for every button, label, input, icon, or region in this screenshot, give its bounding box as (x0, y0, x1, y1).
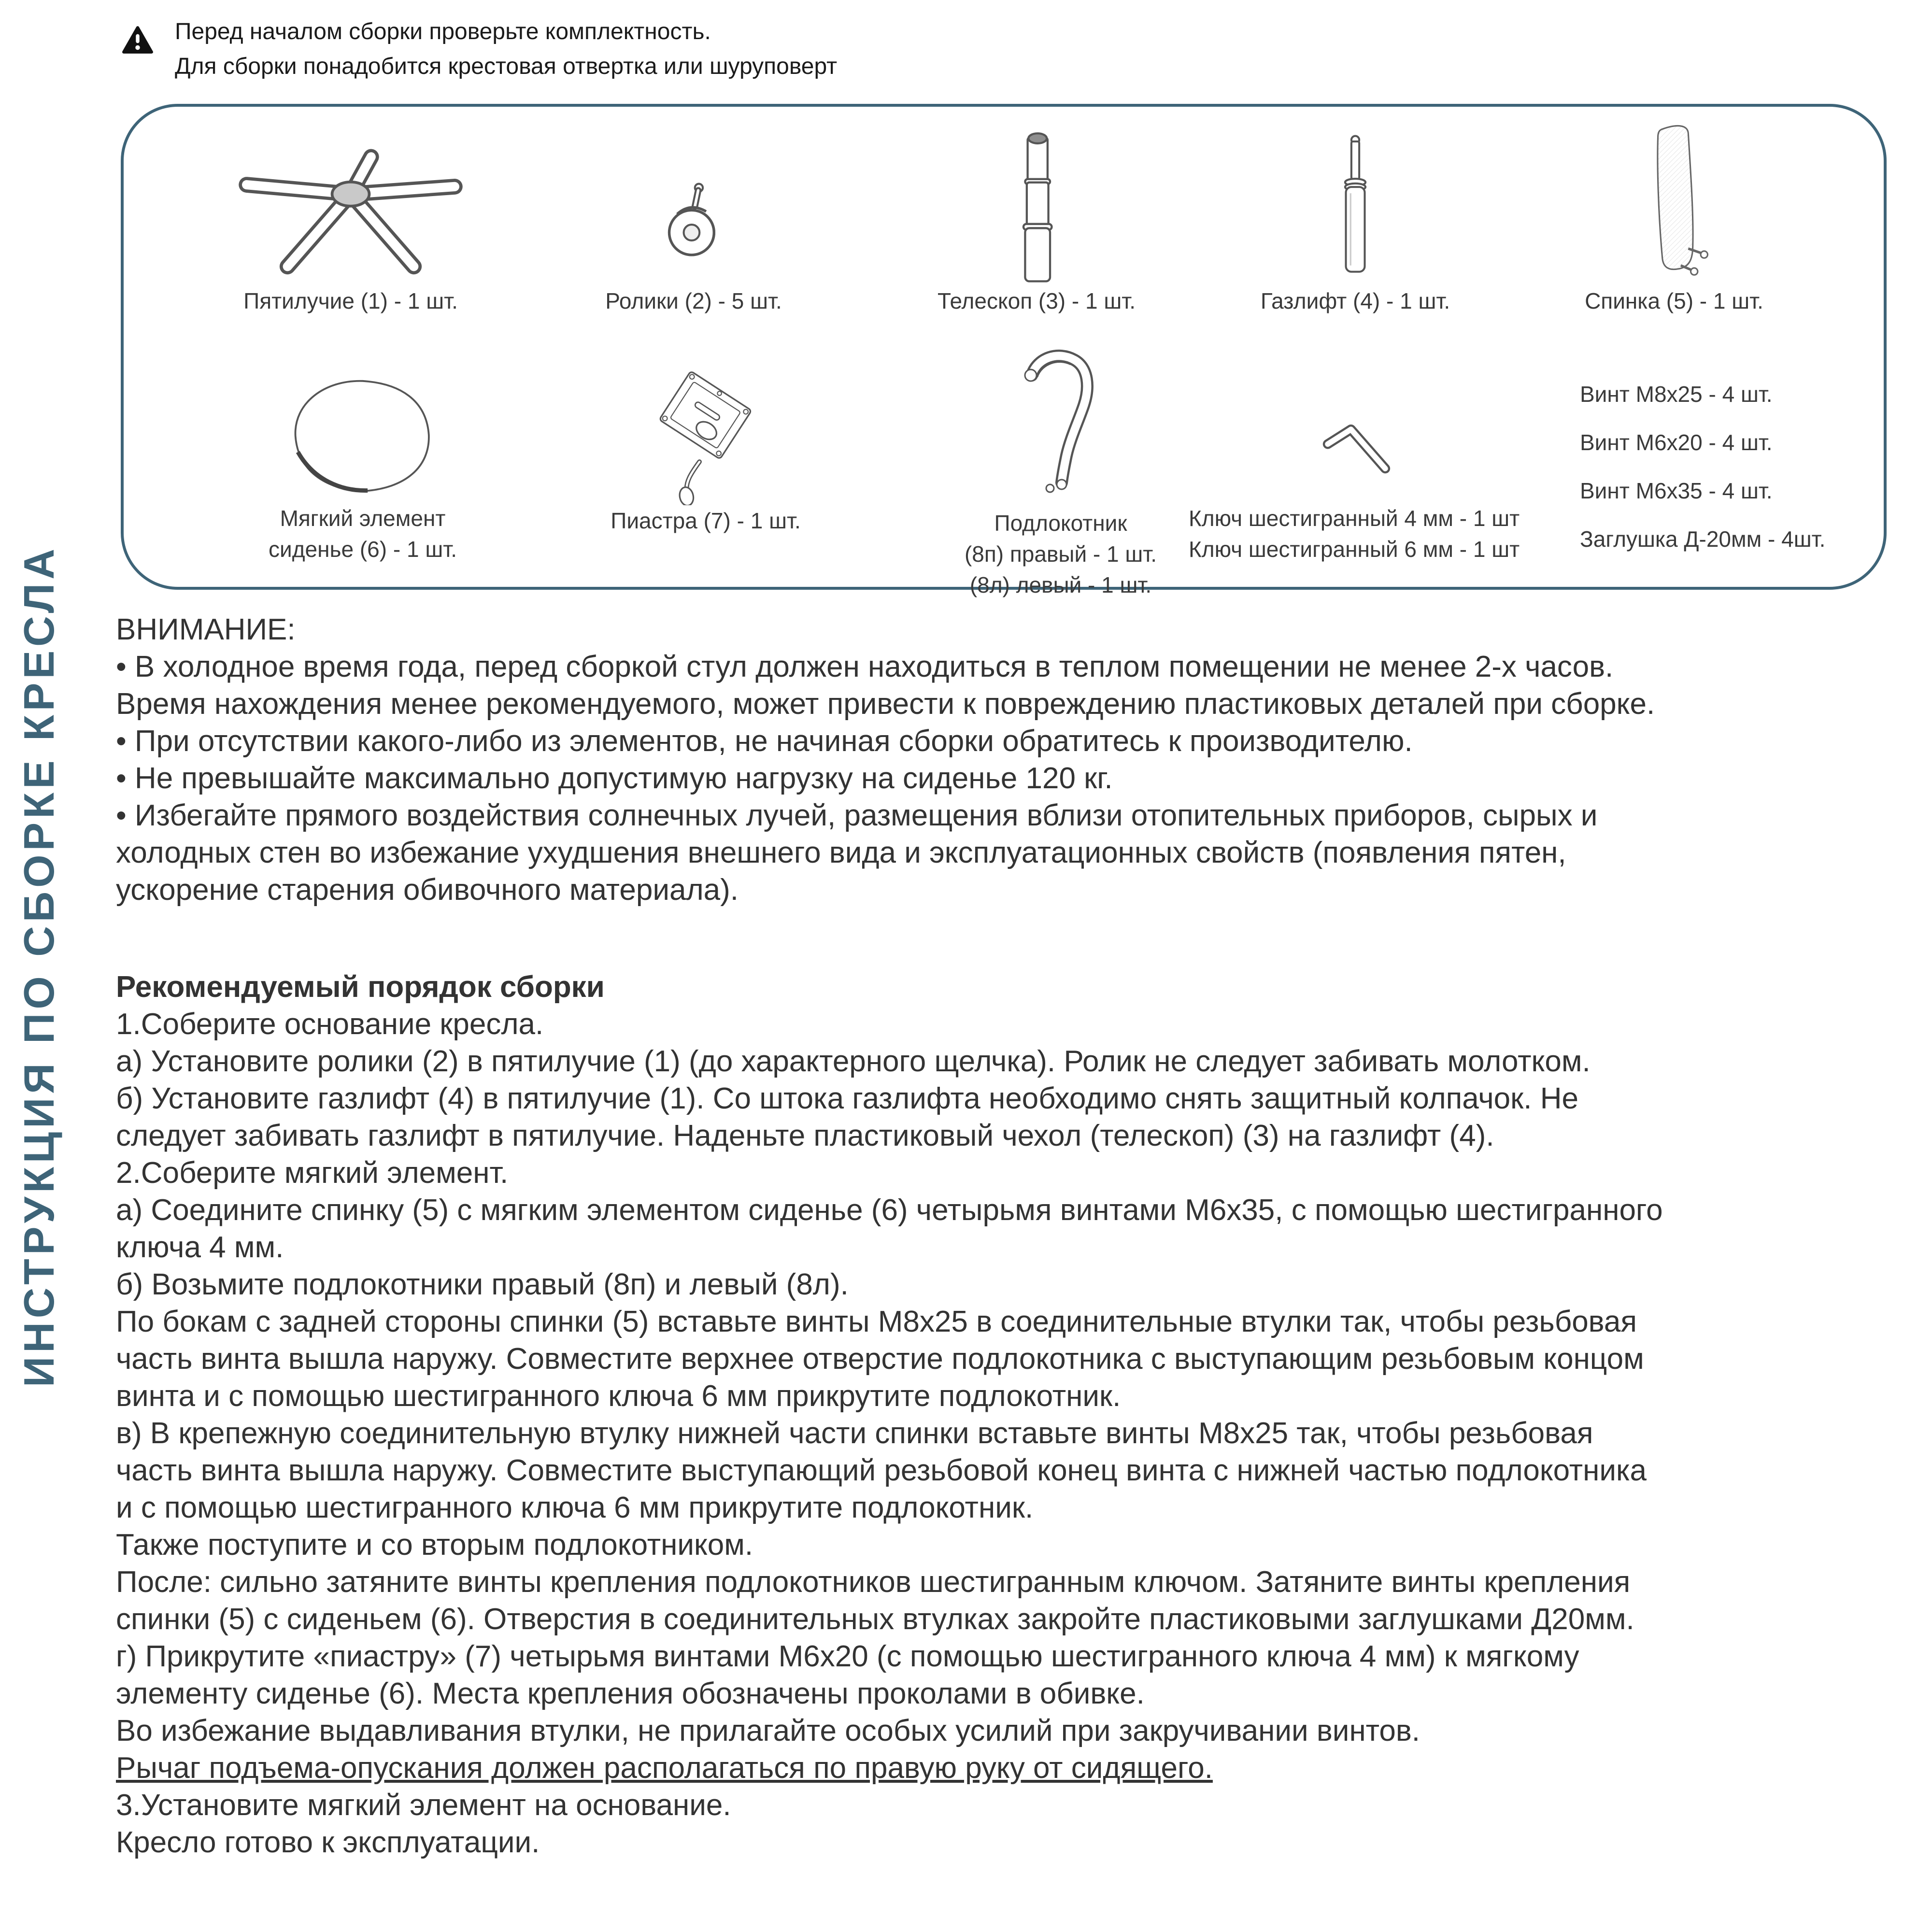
attention-section (116, 611, 1922, 909)
assembly-line: а) Соедините спинку (5) с мягким элементом сиденье (6) четырьмя винтами М6х35, с помощью шестигранного (116, 1193, 1663, 1227)
attention-line: • При отсутствии какого-либо из элементов, не начиная сборки обратитесь к производителю. (116, 724, 1413, 758)
part-label: Пятилучие (1) - 1 шт. (243, 288, 458, 313)
part-label: Ключ шестигранный 6 мм - 1 шт (1189, 537, 1520, 562)
hardware-item: Винт М6х35 - 4 шт. (1580, 478, 1773, 503)
part-five-star-base (186, 126, 515, 316)
part-hex-keys (1189, 363, 1527, 565)
part-piastra (541, 353, 870, 536)
assembly-line: 3.Установите мягкий элемент на основание. (116, 1789, 731, 1822)
assembly-line: и с помощью шестигранного ключа 6 мм прикрутите подлокотник. (116, 1491, 1034, 1524)
backrest-illustration (1510, 126, 1838, 285)
pre-assembly-note-line2: Для сборки понадобится крестовая отвертка или шуруповерт (175, 54, 838, 79)
assembly-line: Во избежание выдавливания втулки, не прилагайте особых усилий при закручивании винтов. (116, 1714, 1421, 1747)
part-label: Газлифт (4) - 1 шт. (1260, 288, 1450, 313)
part-label: Подлокотник (994, 511, 1127, 536)
page-title-vertical: ИНСТРУКЦИЯ ПО СБОРКЕ КРЕСЛА (15, 545, 63, 1387)
hardware-item: Заглушка Д-20мм - 4шт. (1580, 526, 1826, 552)
part-armrest (896, 339, 1225, 600)
hardware-item: Винт М6х20 - 4 шт. (1580, 430, 1773, 455)
assembly-line: а) Установите ролики (2) в пятилучие (1) (до характерного щелчка). Ролик не следует забивать молотком. (116, 1045, 1591, 1078)
assembly-line-lever-note: Рычаг подъема-опускания должен располагаться по правую руку от сидящего. (116, 1751, 1213, 1785)
pre-assembly-note-line1: Перед началом сборки проверьте комплектность. (175, 19, 711, 44)
assembly-line: 1.Соберите основание кресла. (116, 1008, 544, 1041)
assembly-line: б) Установите газлифт (4) в пятилучие (1). Со штока газлифта необходимо снять защитный колпачок. Не (116, 1082, 1578, 1115)
assembly-heading: Рекомендуемый порядок сборки (116, 970, 605, 1004)
assembly-section (116, 968, 1922, 1861)
attention-line: ускорение старения обивочного материала). (116, 873, 739, 907)
assembly-line: спинки (5) с сиденьем (6). Отверстия в соединительных втулках закройте пластиковыми заглушками Д20мм. (116, 1603, 1634, 1636)
part-label: (8л) левый - 1 шт. (969, 572, 1152, 597)
assembly-line: г) Прикрутите «пиастру» (7) четырьмя винтами М6х20 (с помощью шестигранного ключа 4 мм) к мягкому (116, 1640, 1579, 1673)
assembly-line: часть винта вышла наружу. Совместите верхнее отверстие подлокотника с выступающим резьбовым концом (116, 1342, 1644, 1376)
part-label: (8п) правый - 1 шт. (964, 541, 1157, 567)
assembly-line: Также поступите и со вторым подлокотником. (116, 1528, 753, 1562)
warning-triangle-icon (122, 25, 154, 55)
assembly-line: часть винта вышла наружу. Совместите выступающий резьбовой конец винта с нижней частью подлокотника (116, 1454, 1647, 1487)
attention-heading: ВНИМАНИЕ: (116, 613, 296, 646)
pre-assembly-note (175, 14, 837, 84)
part-casters (529, 126, 858, 316)
hex-key-illustration (1189, 363, 1527, 503)
assembly-line: в) В крепежную соединительную втулку нижней части спинки вставьте винты М8х25 так, чтобы резьбовая (116, 1417, 1593, 1450)
part-telescope (872, 126, 1201, 316)
parts-kit-box (121, 104, 1887, 597)
seat-illustration (199, 363, 527, 503)
armrest-illustration (896, 339, 1225, 508)
attention-line: • Избегайте прямого воздействия солнечных лучей, размещения вблизи отопительных приборов, сырых и (116, 799, 1598, 832)
part-label: Ролики (2) - 5 шт. (605, 288, 782, 313)
part-label: Спинка (5) - 1 шт. (1585, 288, 1763, 313)
telescope-illustration (872, 126, 1201, 285)
part-label: Пиастра (7) - 1 шт. (611, 508, 801, 533)
part-backrest (1510, 126, 1838, 316)
part-label: Мягкий элемент (280, 506, 446, 531)
casters-illustration (529, 126, 858, 285)
assembly-line: По бокам с задней стороны спинки (5) вставьте винты М8х25 в соединительные втулки так, чтобы резьбовая (116, 1305, 1637, 1338)
part-hardware-list (1580, 370, 1879, 563)
assembly-line: После: сильно затяните винты крепления подлокотников шестигранным ключом. Затяните винты крепления (116, 1565, 1631, 1599)
part-label: Телескоп (3) - 1 шт. (937, 288, 1136, 313)
attention-line: • В холодное время года, перед сборкой стул должен находиться в теплом помещении не менее 2-х часов. (116, 650, 1614, 683)
assembly-line: винта и с помощью шестигранного ключа 6 мм прикрутите подлокотник. (116, 1379, 1121, 1413)
assembly-line: следует забивать газлифт в пятилучие. Наденьте пластиковый чехол (телескоп) (3) на газлифт (4). (116, 1119, 1494, 1152)
part-label: Ключ шестигранный 4 мм - 1 шт (1189, 506, 1520, 531)
part-label: сиденье (6) - 1 шт. (269, 537, 457, 562)
part-seat (199, 363, 527, 565)
hardware-item: Винт М8х25 - 4 шт. (1580, 382, 1773, 407)
attention-line: холодных стен во избежание ухудшения внешнего вида и эксплуатационных свойств (появления пятен, (116, 836, 1566, 869)
part-gas-lift (1191, 126, 1520, 316)
piastra-illustration (541, 353, 870, 505)
five-star-base-illustration (186, 126, 515, 285)
assembly-line: ключа 4 мм. (116, 1231, 284, 1264)
assembly-line: б) Возьмите подлокотники правый (8п) и левый (8л). (116, 1268, 849, 1301)
assembly-line: 2.Соберите мягкий элемент. (116, 1156, 509, 1190)
gas-lift-illustration (1191, 126, 1520, 285)
attention-line: • Не превышайте максимально допустимую нагрузку на сиденье 120 кг. (116, 762, 1113, 795)
attention-line: Время нахождения менее рекомендуемого, может привести к повреждению пластиковых деталей при сборке. (116, 687, 1655, 721)
assembly-line: Кресло готово к эксплуатации. (116, 1826, 540, 1859)
assembly-line: элементу сиденье (6). Места крепления обозначены проколами в обивке. (116, 1677, 1145, 1710)
